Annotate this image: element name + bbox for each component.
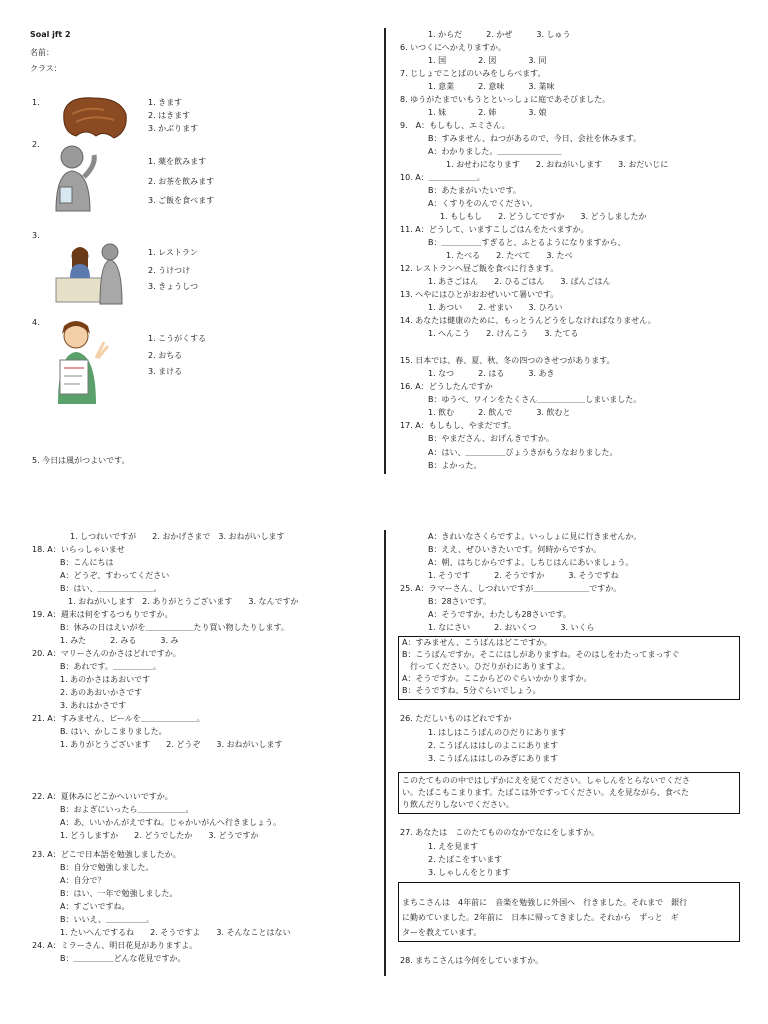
text-line: 1. あつい 2. せまい 3. ひろい bbox=[428, 303, 563, 312]
text-line: 3. あれはかさです bbox=[60, 701, 127, 710]
text-line: 13. へやにはひとがおおぜいいて暑いです。 bbox=[400, 290, 559, 299]
text-line: B：すみません、ねつがあるので、今日、会社を休みます。 bbox=[428, 134, 642, 143]
text-line: 1. 飲む 2. 飲んで 3. 飲むと bbox=[428, 408, 571, 417]
text-line: B：自分で勉強しました。 bbox=[60, 863, 154, 872]
text-line: 1. しつれいですが 2. おかげさまで 3. おねがいします bbox=[70, 532, 285, 541]
q1-option-2: 2. はきます bbox=[148, 111, 191, 120]
q3-option-3: 3. きょうしつ bbox=[148, 282, 199, 291]
q26-question: 26. ただしいものはどれですか bbox=[400, 714, 512, 723]
class-label: クラス： bbox=[30, 64, 62, 73]
story-line: ターを教えています。 bbox=[402, 928, 482, 937]
text-line: 11. A：どうして、いますこしごはんをたべますか。 bbox=[400, 225, 589, 234]
text-line: B：28さいです。 bbox=[428, 597, 492, 606]
text-line: 1. たいへんでするね 2. そうですよ 3. そんなことはない bbox=[60, 928, 291, 937]
dialog-line: A：そうですか。ここからどのぐらいかかりますか。 bbox=[402, 674, 592, 683]
text-line: 1. あさごはん 2. ひるごはん 3. ばんごはん bbox=[428, 277, 611, 286]
hair-wig-illustration bbox=[58, 92, 130, 142]
text-line: 18. A：いらっしゃいませ bbox=[32, 545, 125, 554]
text-line: 1. なつ 2. はる 3. あき bbox=[428, 369, 555, 378]
q2-number: 2. bbox=[32, 140, 40, 149]
text-line: 1. ありがとうございます 2. どうぞ 3. おねがいします bbox=[60, 740, 283, 749]
text-line: 20. A：マリーさんのかさはどれですか。 bbox=[32, 649, 181, 658]
text-line: 25. A：ラマーさん、しつれいですが＿＿＿＿＿＿＿ですか。 bbox=[400, 584, 622, 593]
q26-option-3: 3. こうばんははしのみぎにあります bbox=[428, 754, 559, 763]
text-line: 10. A：＿＿＿＿＿＿。 bbox=[400, 173, 485, 182]
text-line: 17. A：もしもし、やまだです。 bbox=[400, 421, 517, 430]
text-line: B：あたまがいたいです。 bbox=[428, 186, 521, 195]
text-line: 1. 意業 2. 意味 3. 業味 bbox=[428, 82, 555, 91]
person-taking-medicine-illustration bbox=[50, 143, 112, 213]
text-line: 1. どうしますか 2. どうでしたか 3. どうですか bbox=[60, 831, 259, 840]
q1-option-3: 3. かぶります bbox=[148, 124, 199, 133]
text-line: A：そうですか、わたしも28さいです。 bbox=[428, 610, 572, 619]
text-line: 1. 妹 2. 姉 3. 娘 bbox=[428, 108, 547, 117]
q1-number: 1. bbox=[32, 98, 40, 107]
text-line: 1. おねがいします 2. ありがとうございます 3. なんですか bbox=[68, 597, 299, 606]
text-line: A：あ、いいかんがえですね。じゃかいがんへ行きましょう。 bbox=[60, 818, 281, 827]
text-line: B：あれです。＿＿＿＿＿。 bbox=[60, 662, 161, 671]
text-line: 1. みた 2. みる 3. み bbox=[60, 636, 179, 645]
text-line: 1. へんこう 2. けんこう 3. たてる bbox=[428, 329, 579, 338]
text-line: B. はい、かしこまりました。 bbox=[60, 727, 167, 736]
story-line: まちこさんは 4年前に 音楽を勉強しに外国へ 行きました。それまで 銀行 bbox=[402, 898, 688, 907]
text-line: 23. A：どこで日本語を勉強しましたか。 bbox=[32, 850, 181, 859]
text-line: 16. A：どうしたんですか bbox=[400, 382, 493, 391]
page2-divider bbox=[384, 530, 386, 976]
text-line: B：こんにちは bbox=[60, 558, 114, 567]
text-line: 15. 日本では、春、夏、秋、冬の四つのきせつがあります。 bbox=[400, 356, 615, 365]
dialog-line: B：こうばんですか。そこにはしがありますね。そのはしをわたってまっすぐ bbox=[402, 650, 680, 659]
text-line: B：よかった。 bbox=[428, 461, 482, 470]
q5-question: 5. 今日は風がつよいです。 bbox=[32, 456, 130, 465]
q2-option-3: 3. ご飯を食べます bbox=[148, 196, 215, 205]
q2-option-2: 2. お茶を飲みます bbox=[148, 177, 215, 186]
rules-line: り飲んだりしないでください。 bbox=[402, 800, 514, 809]
text-line: 14. あなたは健康のために、もっとうんどうをしなければなりません。 bbox=[400, 316, 656, 325]
q3-option-1: 1. レストラン bbox=[148, 248, 198, 257]
q3-option-2: 2. うけつけ bbox=[148, 266, 191, 275]
dialog-line: A：すみません、こうばんはどこですか。 bbox=[402, 638, 552, 647]
text-line: 2. あのあおいかさです bbox=[60, 688, 143, 697]
girl-holding-exam-paper-illustration bbox=[52, 318, 110, 406]
reception-desk-illustration bbox=[52, 238, 128, 306]
q4-number: 4. bbox=[32, 318, 40, 327]
text-line: B：やまださん、おげんきですか。 bbox=[428, 434, 554, 443]
text-line: A：朝、はちじからですよ。しちじはんにあいましょう。 bbox=[428, 558, 634, 567]
q26-option-2: 2. こうばんははしのよこにあります bbox=[428, 741, 559, 750]
text-line: B：ゆうべ、ワインをたくさん＿＿＿＿＿＿しまいました。 bbox=[428, 395, 642, 404]
q4-option-1: 1. こうがくする bbox=[148, 334, 207, 343]
text-line: A：きれいなさくらですよ。いっしょに見に行きませんか。 bbox=[428, 532, 642, 541]
text-line: B：休みの日はえいがを＿＿＿＿＿＿たり買い物したりします。 bbox=[60, 623, 289, 632]
text-line: A：くすりをのんでください。 bbox=[428, 199, 538, 208]
q4-option-3: 3. まける bbox=[148, 367, 183, 376]
text-line: A：どうぞ、すわってください bbox=[60, 571, 170, 580]
text-line: 1. おせわになります 2. おねがいします 3. おだいじに bbox=[446, 160, 669, 169]
text-line: 9. A：もしもし、エミさん。 bbox=[400, 121, 510, 130]
text-line: 1. そうです 2. そうですか 3. そうですね bbox=[428, 571, 619, 580]
text-line: 8. ゆうがたまでいもうとといっしょに庭であそびました。 bbox=[400, 95, 611, 104]
text-line: 1. からだ 2. かぜ 3. しゅう bbox=[428, 30, 571, 39]
text-line: 1. あのかさはあおいです bbox=[60, 675, 151, 684]
rules-line: このたてものの中ではしずかにえを見てください。しゃしんをとらないでくださ bbox=[402, 776, 690, 785]
q27-question: 27. あなたは このたてもののなかでなにをしますか。 bbox=[400, 828, 600, 837]
q27-option-2: 2. たばこをすいます bbox=[428, 855, 503, 864]
q3-number: 3. bbox=[32, 231, 40, 240]
text-line: 1. 国 2. 図 3. 同 bbox=[428, 56, 547, 65]
text-line: A：わかりました。＿＿＿＿＿＿＿＿ bbox=[428, 147, 562, 156]
q28-question: 28. まちこさんは今何をしていますか。 bbox=[400, 956, 544, 965]
q27-option-1: 1. えを見ます bbox=[428, 842, 479, 851]
text-line: 19. A：週末は何をするつもりですか。 bbox=[32, 610, 173, 619]
story-line: に勤めていました。2年前に 日本に帰ってきました。それから ずっと ギ bbox=[402, 913, 679, 922]
text-line: 12. レストランへ昼ご飯を食べに行きます。 bbox=[400, 264, 559, 273]
text-line: 24. A：ミラーさん、明日花見がありますよ。 bbox=[32, 941, 198, 950]
q26-option-1: 1. はしはこうばんのひだりにあります bbox=[428, 728, 567, 737]
text-line: 1. たべる 2. たべて 3. たべ bbox=[446, 251, 573, 260]
rules-line: い。たばこもこまります。たばこは外ですってください。えを見ながら、食べた bbox=[402, 788, 689, 797]
text-line: 6. いつくにへかえりますか。 bbox=[400, 43, 506, 52]
dialog-line: 行ってください。ひだりがわにありますよ。 bbox=[402, 662, 570, 671]
q1-option-1: 1. きます bbox=[148, 98, 183, 107]
text-line: A：はい、＿＿＿＿＿びょうきがもうなおりました。 bbox=[428, 448, 618, 457]
text-line: 1. なにさい 2. おいくつ 3. いくら bbox=[428, 623, 595, 632]
text-line: B：ええ、ぜひいきたいです。何時からですか。 bbox=[428, 545, 602, 554]
text-line: A：すごいですね。 bbox=[60, 902, 130, 911]
text-line: B：＿＿＿＿＿どんな花見ですか。 bbox=[60, 954, 186, 963]
text-line: 1. もしもし 2. どうしてですか 3. どうしましたか bbox=[440, 212, 647, 221]
page1-divider bbox=[384, 28, 386, 474]
text-line: B：＿＿＿＿＿すぎると、ふとるようになりますから、 bbox=[428, 238, 626, 247]
text-line: B：はい、一年で勉強しました。 bbox=[60, 889, 178, 898]
worksheet-title: Soal jft 2 bbox=[30, 30, 71, 39]
name-label: 名前： bbox=[30, 48, 54, 57]
q27-option-3: 3. しゃしんをとります bbox=[428, 868, 511, 877]
q4-option-2: 2. おちる bbox=[148, 351, 183, 360]
text-line: 22. A：夏休みにどこかへいいですか。 bbox=[32, 792, 173, 801]
text-line: A：自分で？ bbox=[60, 876, 106, 885]
text-line: B：はい、＿＿＿＿＿＿＿。 bbox=[60, 584, 162, 593]
text-line: 7. じしょでことばのいみをしらべます。 bbox=[400, 69, 546, 78]
text-line: 21. A：すみません、ビールを＿＿＿＿＿＿＿。 bbox=[32, 714, 205, 723]
text-line: B：およぎにいったら＿＿＿＿＿＿。 bbox=[60, 805, 194, 814]
text-line: B：いいえ、＿＿＿＿＿。 bbox=[60, 915, 154, 924]
q2-option-1: 1. 薬を飲みます bbox=[148, 157, 207, 166]
dialog-line: B：そうですね、5分ぐらいでしょう。 bbox=[402, 686, 541, 695]
